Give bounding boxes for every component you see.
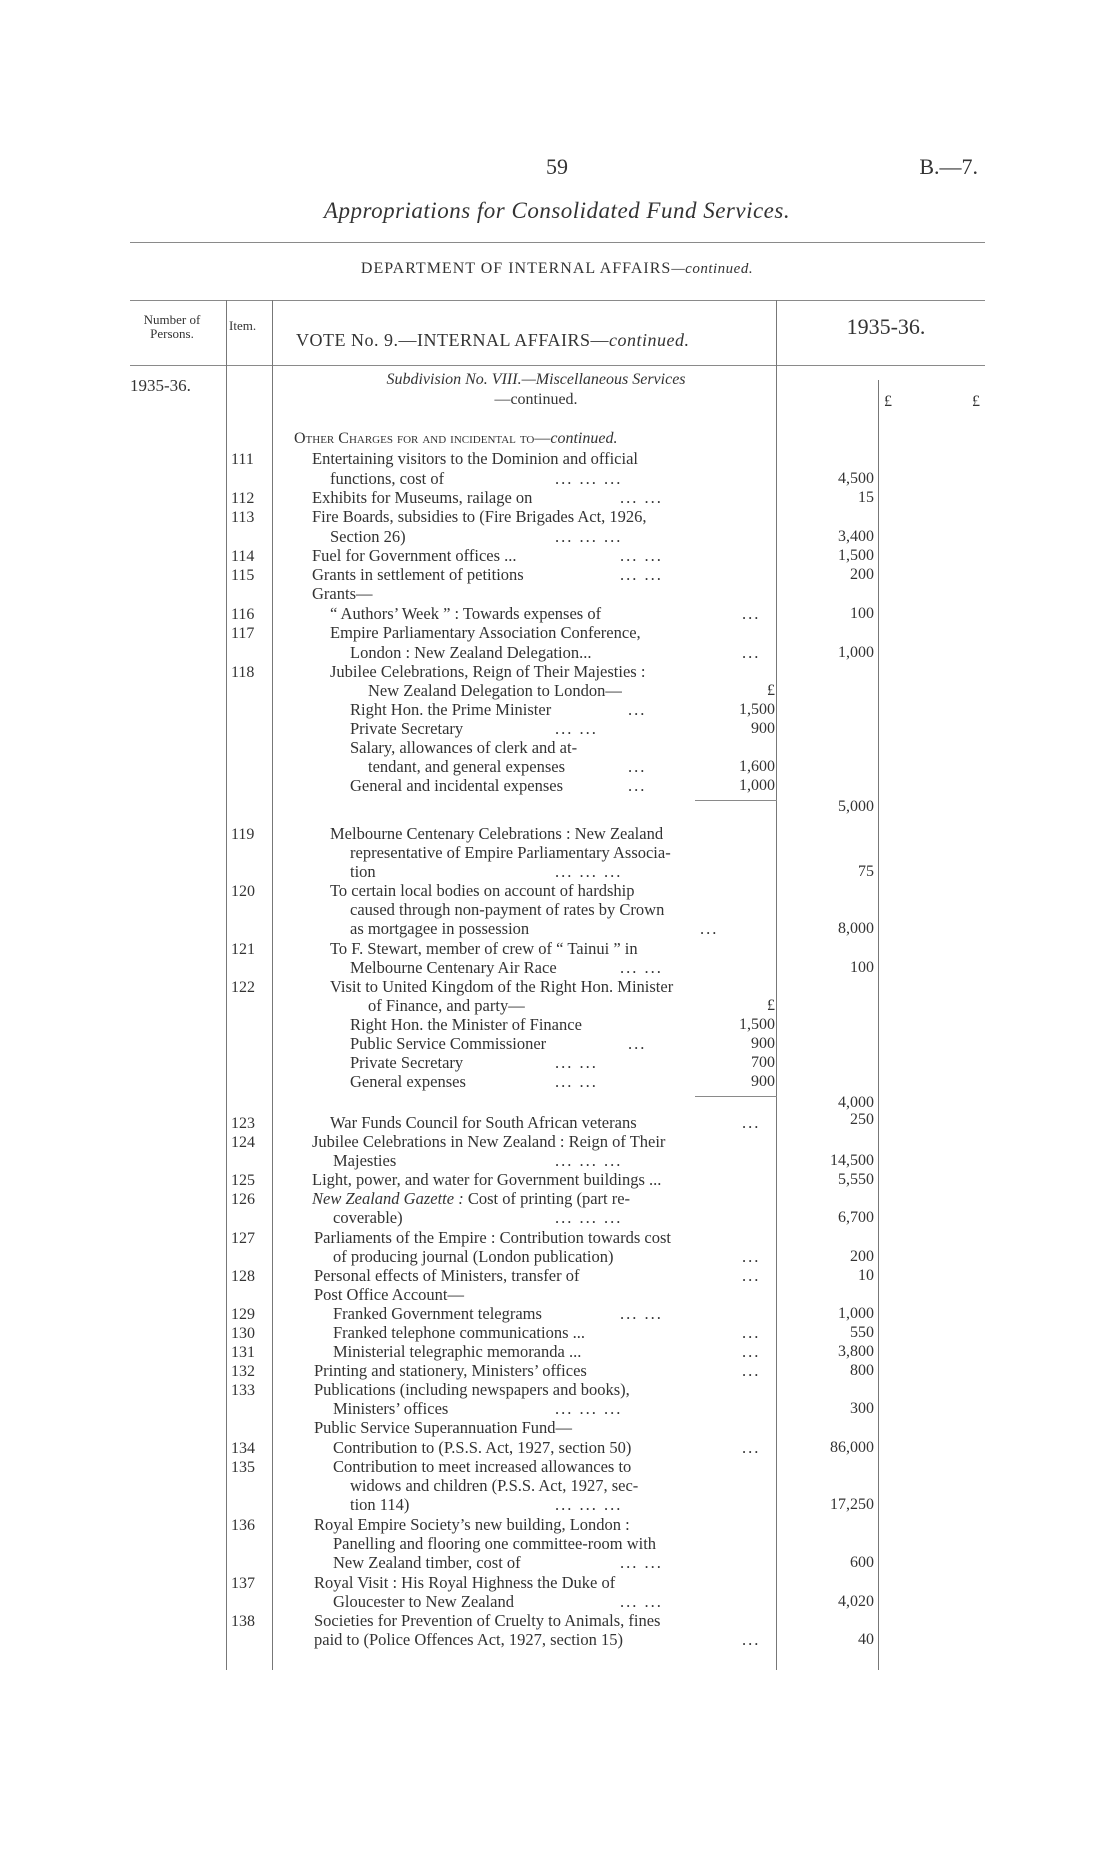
item-description: To certain local bodies on account of hardship: [330, 881, 635, 900]
item-amount: 1,500: [838, 547, 874, 564]
item-amount: 14,500: [830, 1152, 874, 1169]
item-description: Fire Boards, subsidies to (Fire Brigades Act, 1926,: [312, 507, 647, 526]
item-column-header: Item.: [229, 318, 257, 333]
item-description: Ministers’ offices: [333, 1399, 449, 1418]
sub-item-label: Private Secretary: [350, 1053, 464, 1072]
leader-dots: ... ...: [555, 719, 598, 738]
grants-heading: Grants—: [312, 584, 373, 603]
item-number: 132: [231, 1363, 255, 1380]
leader-dots: ...: [628, 757, 647, 776]
leader-dots: ... ... ...: [555, 1399, 623, 1418]
sub-item-value: 700: [751, 1054, 775, 1071]
item-description: tion: [350, 862, 376, 881]
department-heading: [0, 260, 1114, 278]
item-number: 115: [231, 567, 255, 584]
item-number: 116: [231, 606, 255, 623]
item-description: Section 26): [330, 527, 406, 546]
other-charges-heading: [294, 430, 617, 448]
sub-currency-symbol: £: [767, 997, 775, 1014]
leader-dots: ...: [742, 1113, 761, 1132]
item-column-divider: [272, 300, 273, 1670]
currency-symbol: £: [972, 393, 980, 410]
leader-dots: ...: [742, 1342, 761, 1361]
item-description: London : New Zealand Delegation...: [350, 643, 592, 662]
item-number: 123: [231, 1115, 255, 1132]
item-description: of producing journal (London publication): [333, 1247, 614, 1266]
item-description: functions, cost of: [330, 469, 445, 488]
item-description: Contribution to meet increased allowances to: [333, 1457, 632, 1476]
item-description: To F. Stewart, member of crew of “ Tainui ” in: [330, 939, 638, 958]
sub-item-value: 900: [751, 1073, 775, 1090]
item-description: Franked telephone communications ...: [333, 1323, 586, 1342]
item-amount: 6,700: [838, 1209, 874, 1226]
item-description: New Zealand timber, cost of: [333, 1553, 521, 1572]
item-description: Panelling and flooring one committee-room with: [333, 1534, 657, 1553]
leader-dots: ... ...: [555, 1053, 598, 1072]
item-description-rest: Cost of printing (part re-: [463, 1189, 631, 1208]
item-amount: 75: [858, 863, 874, 880]
gazette-title: New Zealand Gazette :: [312, 1189, 464, 1208]
item-description: Jubilee Celebrations in New Zealand : Reign of Their: [312, 1132, 666, 1151]
leader-dots: ...: [742, 1266, 761, 1285]
sub-item-label: Salary, allowances of clerk and at-: [350, 738, 578, 757]
item-amount: 200: [850, 566, 874, 583]
leader-dots: ... ...: [620, 488, 663, 507]
item-number: 138: [231, 1613, 255, 1630]
sub-item-value: 1,600: [739, 758, 775, 775]
sub-item-label: Public Service Commissioner: [350, 1034, 547, 1053]
item-amount: 800: [850, 1362, 874, 1379]
item-description: Franked Government telegrams: [333, 1304, 542, 1323]
item-description: Majesties: [333, 1151, 397, 1170]
leader-dots: ... ... ...: [555, 862, 623, 881]
leader-dots: ...: [742, 1361, 761, 1380]
leader-dots: ...: [628, 776, 647, 795]
department-suffix: —continued.: [671, 261, 754, 277]
item-description: Parliaments of the Empire : Contribution towards cost: [314, 1228, 671, 1247]
subtotal-rule: [695, 800, 777, 801]
vote-label: VOTE No. 9.—INTERNAL AFFAIRS—: [296, 330, 610, 350]
item-number: 119: [231, 826, 255, 843]
sub-item-value: 900: [751, 1035, 775, 1052]
item-description: Entertaining visitors to the Dominion and official: [312, 449, 638, 468]
item-number: 114: [231, 548, 255, 565]
leader-dots: ... ... ...: [555, 1151, 623, 1170]
vote-suffix: continued.: [609, 330, 690, 350]
subtotal-rule: [695, 1096, 777, 1097]
item-number: 122: [231, 979, 255, 996]
item-number: 127: [231, 1230, 255, 1247]
subdivision-title: Subdivision No. VIII.—Miscellaneous Services: [386, 371, 686, 388]
item-number: 117: [231, 625, 255, 642]
item-description: Gloucester to New Zealand: [333, 1592, 514, 1611]
item-amount: 17,250: [830, 1496, 874, 1513]
subdivision-continued: —continued.: [494, 391, 578, 408]
item-number: 112: [231, 490, 255, 507]
document-reference: B.—7.: [919, 154, 978, 179]
leader-dots: ...: [628, 1034, 647, 1053]
leader-dots: ...: [628, 700, 647, 719]
item-amount: 4,500: [838, 470, 874, 487]
year-column-header: 1935-36.: [846, 314, 926, 339]
item-description: Societies for Prevention of Cruelty to Animals, fines: [314, 1611, 661, 1630]
item-amount: 3,400: [838, 528, 874, 545]
item-description: Empire Parliamentary Association Conference,: [330, 623, 641, 642]
item-amount: 4,020: [838, 1593, 874, 1610]
leader-dots: ... ...: [620, 1304, 663, 1323]
item-amount: 250: [850, 1111, 874, 1128]
superannuation-heading: Public Service Superannuation Fund—: [314, 1418, 573, 1437]
persons-column-divider: [226, 300, 227, 1670]
sub-item-value: 1,000: [739, 777, 775, 794]
leader-dots: ... ... ...: [555, 1495, 623, 1514]
item-number: 125: [231, 1172, 255, 1189]
leader-dots: ... ...: [555, 1072, 598, 1091]
persons-year-label: 1935-36.: [130, 376, 191, 395]
item-amount: 1,000: [838, 1305, 874, 1322]
item-description: Grants in settlement of petitions: [312, 565, 524, 584]
leader-dots: ... ... ...: [555, 1208, 623, 1227]
sub-item-label: tendant, and general expenses: [368, 757, 566, 776]
item-description: Publications (including newspapers and books),: [314, 1380, 630, 1399]
item-number: 126: [231, 1191, 255, 1208]
item-amount: 1,000: [838, 644, 874, 661]
leader-dots: ... ...: [620, 565, 663, 584]
item-number: 136: [231, 1517, 255, 1534]
item-amount: 300: [850, 1400, 874, 1417]
item-description: coverable): [333, 1208, 403, 1227]
item-description: paid to (Police Offences Act, 1927, section 15): [314, 1630, 623, 1649]
leader-dots: ...: [700, 919, 719, 938]
item-description: Contribution to (P.S.S. Act, 1927, section 50): [333, 1438, 632, 1457]
other-charges-suffix: continued.: [550, 430, 618, 447]
item-amount: 200: [850, 1248, 874, 1265]
item-number: 121: [231, 941, 255, 958]
currency-symbol: £: [884, 393, 892, 410]
item-description: Printing and stationery, Ministers’ offices: [314, 1361, 587, 1380]
leader-dots: ... ...: [620, 546, 663, 565]
sub-item-value: 900: [751, 720, 775, 737]
leader-dots: ...: [742, 604, 761, 623]
other-charges-label: Other Charges for and incidental to—: [294, 430, 551, 447]
item-description: War Funds Council for South African veterans: [330, 1113, 637, 1132]
persons-column-header: Number of Persons.: [143, 312, 201, 341]
item-number: 131: [231, 1344, 255, 1361]
table-top-rule: [130, 300, 985, 301]
subdivision-heading: [300, 370, 772, 410]
item-number: 134: [231, 1440, 255, 1457]
item-description: Royal Visit : His Royal Highness the Duke of: [314, 1573, 616, 1592]
leader-dots: ... ... ...: [555, 469, 623, 488]
item-amount: 8,000: [838, 920, 874, 937]
item-number: 128: [231, 1268, 255, 1285]
item-number: 130: [231, 1325, 255, 1342]
item-description: Ministerial telegraphic memoranda ...: [333, 1342, 582, 1361]
item-amount: 5,000: [838, 798, 874, 815]
item-description: Royal Empire Society’s new building, London :: [314, 1515, 630, 1534]
item-description: Light, power, and water for Government buildings ...: [312, 1170, 662, 1189]
item-number: 133: [231, 1382, 255, 1399]
leader-dots: ...: [742, 1438, 761, 1457]
item-description: New Zealand Delegation to London—: [368, 681, 622, 700]
item-description: caused through non-payment of rates by Crown: [350, 900, 665, 919]
leader-dots: ...: [742, 1323, 761, 1342]
amount-column-divider: [878, 380, 879, 1670]
leader-dots: ... ... ...: [555, 527, 623, 546]
vote-heading: [296, 330, 690, 351]
item-description: representative of Empire Parliamentary Associa-: [350, 843, 671, 862]
item-amount: 4,000: [838, 1094, 874, 1111]
item-description: tion 114): [350, 1495, 410, 1514]
item-description: Personal effects of Ministers, transfer of: [314, 1266, 580, 1285]
leader-dots: ... ...: [620, 1553, 663, 1572]
department-name: DEPARTMENT OF INTERNAL AFFAIRS: [360, 260, 672, 277]
page-title: Appropriations for Consolidated Fund Services.: [323, 198, 791, 223]
sub-item-label: Private Secretary: [350, 719, 464, 738]
item-number: 137: [231, 1575, 255, 1592]
item-number: 135: [231, 1459, 255, 1476]
item-number: 113: [231, 509, 255, 526]
leader-dots: ... ...: [620, 1592, 663, 1611]
item-description: Jubilee Celebrations, Reign of Their Majesties :: [330, 662, 646, 681]
item-number: 120: [231, 883, 255, 900]
item-description: “ Authors’ Week ” : Towards expenses of: [330, 604, 602, 623]
title-rule: [130, 242, 985, 243]
sub-item-value: 1,500: [739, 701, 775, 718]
leader-dots: ...: [742, 1247, 761, 1266]
sub-item-label: General expenses: [350, 1072, 466, 1091]
item-description: of Finance, and party—: [368, 996, 525, 1015]
sub-currency-symbol: £: [767, 682, 775, 699]
item-amount: 10: [858, 1267, 874, 1284]
sub-item-value: 1,500: [739, 1016, 775, 1033]
leader-dots: ... ...: [620, 958, 663, 977]
item-amount: 3,800: [838, 1343, 874, 1360]
item-amount: 550: [850, 1324, 874, 1341]
item-description: as mortgagee in possession: [350, 919, 530, 938]
item-amount: 100: [850, 959, 874, 976]
item-description: [312, 1189, 630, 1208]
page-number: 59: [546, 154, 568, 179]
item-description: Exhibits for Museums, railage on: [312, 488, 533, 507]
item-amount: 100: [850, 605, 874, 622]
item-description: Visit to United Kingdom of the Right Hon. Minister: [330, 977, 674, 996]
header-bottom-rule: [130, 365, 985, 366]
item-description: Fuel for Government offices ...: [312, 546, 517, 565]
item-amount: 5,550: [838, 1171, 874, 1188]
description-column-divider: [776, 300, 777, 1670]
item-amount: 86,000: [830, 1439, 874, 1456]
item-description: Melbourne Centenary Air Race: [350, 958, 557, 977]
item-number: 111: [231, 451, 254, 468]
item-amount: 600: [850, 1554, 874, 1571]
item-amount: 40: [858, 1631, 874, 1648]
item-amount: 15: [858, 489, 874, 506]
leader-dots: ...: [742, 643, 761, 662]
item-description: Melbourne Centenary Celebrations : New Zealand: [330, 824, 664, 843]
sub-item-label: Right Hon. the Prime Minister: [350, 700, 552, 719]
item-number: 118: [231, 664, 255, 681]
leader-dots: ...: [742, 1630, 761, 1649]
item-number: 129: [231, 1306, 255, 1323]
sub-item-label: General and incidental expenses: [350, 776, 564, 795]
item-description: widows and children (P.S.S. Act, 1927, sec-: [350, 1476, 639, 1495]
sub-item-label: Right Hon. the Minister of Finance: [350, 1015, 582, 1034]
post-office-heading: Post Office Account—: [314, 1285, 465, 1304]
item-number: 124: [231, 1134, 255, 1151]
